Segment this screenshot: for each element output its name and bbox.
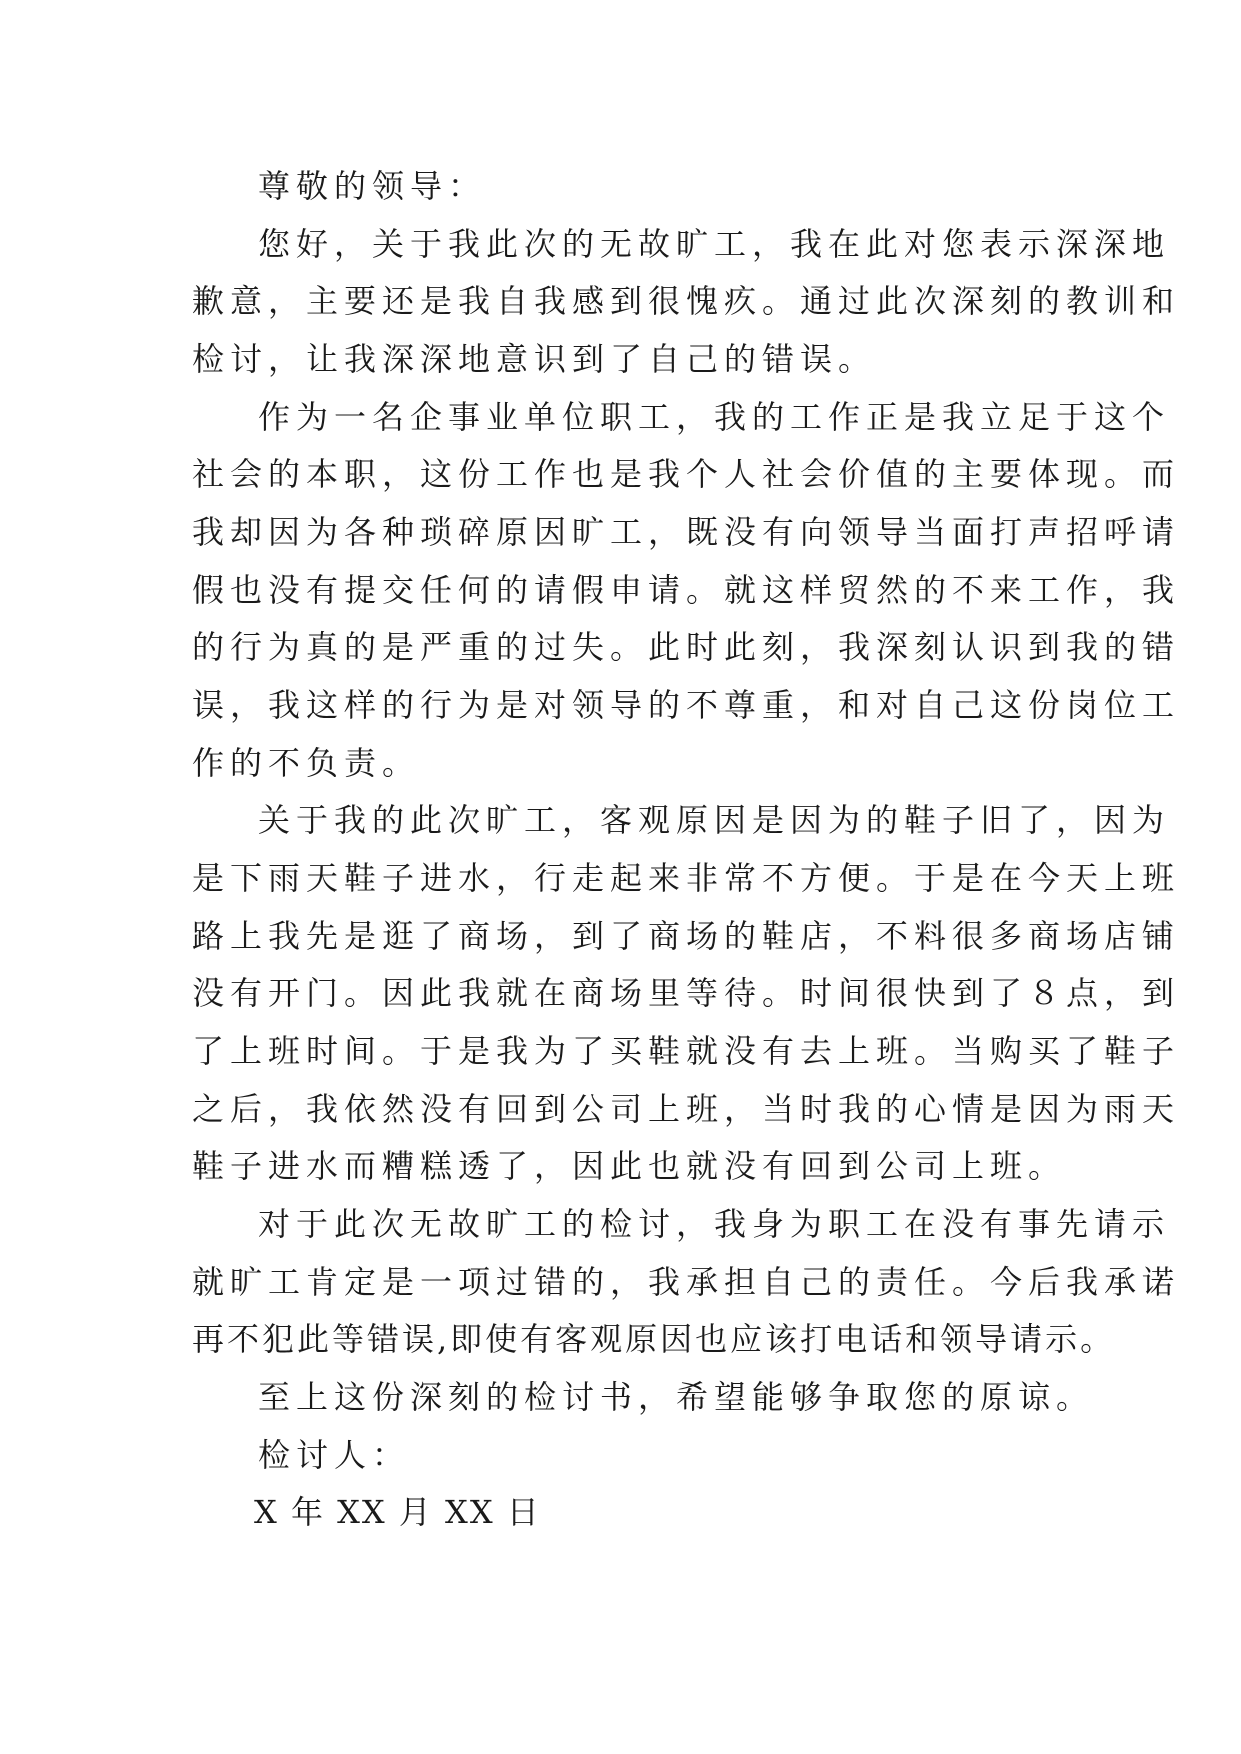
signatory-label: 检讨人： <box>258 1436 411 1474</box>
paragraph-2-line-3: 我却因为各种琐碎原因旷工，既没有向领导当面打声招呼请 <box>192 513 1181 551</box>
paragraph-3-line-1: 关于我的此次旷工，客观原因是因为的鞋子旧了，因为 <box>258 801 1171 839</box>
paragraph-3-line-4: 没有开门。因此我就在商场里等待。时间很快到了８点，到 <box>192 974 1181 1012</box>
paragraph-3-line-3: 路上我先是逛了商场，到了商场的鞋店，不料很多商场店铺 <box>192 917 1181 955</box>
salutation: 尊敬的领导： <box>258 167 487 205</box>
paragraph-2-line-1: 作为一名企事业单位职工，我的工作正是我立足于这个 <box>258 398 1171 436</box>
paragraph-4-line-1: 对于此次无故旷工的检讨，我身为职工在没有事先请示 <box>258 1205 1171 1243</box>
paragraph-2-line-6: 误，我这样的行为是对领导的不尊重，和对自己这份岗位工 <box>192 686 1181 724</box>
paragraph-2-line-7: 作的不负责。 <box>192 744 421 782</box>
paragraph-1-line-2: 歉意，主要还是我自我感到很愧疚。通过此次深刻的教训和 <box>192 282 1181 320</box>
paragraph-2-line-2: 社会的本职，这份工作也是我个人社会价值的主要体现。而 <box>192 455 1181 493</box>
paragraph-4-line-3: 再不犯此等错误,即使有客观原因也应该打电话和领导请示。 <box>192 1320 1116 1358</box>
paragraph-3-line-5: 了上班时间。于是我为了买鞋就没有去上班。当购买了鞋子 <box>192 1032 1181 1070</box>
closing-line: 至上这份深刻的检讨书，希望能够争取您的原谅。 <box>258 1378 1095 1416</box>
paragraph-3-line-6: 之后，我依然没有回到公司上班，当时我的心情是因为雨天 <box>192 1090 1181 1128</box>
paragraph-3-line-7: 鞋子进水而糟糕透了，因此也就没有回到公司上班。 <box>192 1147 1067 1185</box>
paragraph-4-line-2: 就旷工肯定是一项过错的，我承担自己的责任。今后我承诺 <box>192 1263 1181 1301</box>
paragraph-2-line-5: 的行为真的是严重的过失。此时此刻，我深刻认识到我的错 <box>192 628 1181 666</box>
date-line: X 年 XX 月 XX 日 <box>254 1493 541 1531</box>
paragraph-2-line-4: 假也没有提交任何的请假申请。就这样贸然的不来工作，我 <box>192 571 1181 609</box>
paragraph-1-line-3: 检讨，让我深深地意识到了自己的错误。 <box>192 340 877 378</box>
paragraph-3-line-2: 是下雨天鞋子进水，行走起来非常不方便。于是在今天上班 <box>192 859 1181 897</box>
paragraph-1-line-1: 您好，关于我此次的无故旷工，我在此对您表示深深地 <box>258 225 1171 263</box>
